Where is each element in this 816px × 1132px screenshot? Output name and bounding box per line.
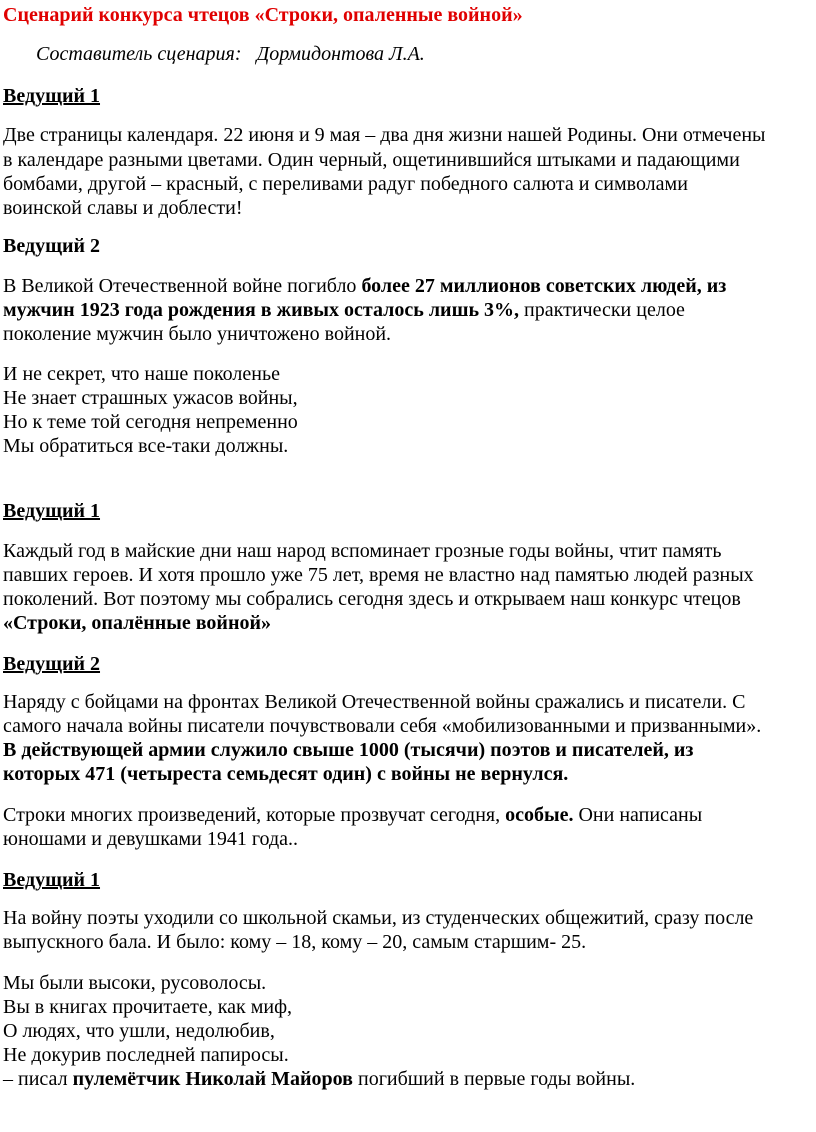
verse-line: Не знает страшных ужасов войны, [3,387,298,409]
paragraph-line: в календаре разными цветами. Один черный, ощетинившийся штыками и падающими [3,149,740,171]
bold-text-run: пулемётчик Николай Майоров [72,1068,353,1090]
verse-line: Вы в книгах прочитаете, как миф, [3,996,293,1018]
text-run: погибший в первые годы войны. [352,1068,636,1090]
paragraph-line: Каждый год в майские дни наш народ вспоминает грозные годы войны, чтит память [3,540,722,562]
paragraph-line: поколение мужчин было уничтожено войной. [3,323,392,345]
verse-line: Но к теме той сегодня непременно [3,411,298,433]
paragraph-line: бомбами, другой – красный, с переливами радуг победного салюта и символами [3,173,688,195]
paragraph-line: На войну поэты уходили со школьной скамьи, из студенческих общежитий, сразу после [3,907,754,929]
bold-text-run: более 27 миллионов советских людей, из [361,275,727,297]
section-heading: Ведущий 2 [3,235,101,257]
bold-text-run: мужчин 1923 года рождения в живых осталось лишь 3%, [3,299,520,321]
paragraph-line: самого начала войны писатели почувствовали себя «мобилизованными и призванными». [3,715,762,737]
verse-line: Мы были высоки, русоволосы. [3,972,267,994]
paragraph-line: которых 471 (четыреста семьдесят один) с войны не вернулся. [3,763,569,785]
verse-line [3,1067,635,1091]
paragraph-line: «Строки, опалённые войной» [3,612,271,634]
verse-line: Мы обратиться все-таки должны. [3,435,289,457]
bold-text-run: особые. [505,804,574,826]
author-label: Составитель сценария: [36,43,242,65]
text-run: – писал [3,1068,73,1090]
text-run: Они написаны [573,804,703,826]
paragraph-line: юношами и девушками 1941 года.. [3,828,299,850]
section-heading: Ведущий 1 [3,869,101,891]
text-run: практически целое [519,299,685,321]
author-name: Дормидонтова Л.А. [256,43,425,65]
paragraph-line: поколений. Вот поэтому мы собрались сегодня здесь и открываем наш конкурс чтецов [3,588,741,610]
section-heading: Ведущий 1 [3,85,101,107]
paragraph-line: павших героев. И хотя прошло уже 75 лет, время не властно над памятью людей разных [3,564,754,586]
paragraph-line: Две страницы календаря. 22 июня и 9 мая – два дня жизни нашей Родины. Они отмечены [3,124,766,146]
verse-line: И не секрет, что наше поколенье [3,363,280,385]
verse-line: О людях, что ушли, недолюбив, [3,1020,275,1042]
author-line [36,42,425,66]
paragraph-line [3,274,726,298]
paragraph-line [3,803,702,827]
text-run: В Великой Отечественной войне погибло [3,275,362,297]
text-run: Строки многих произведений, которые прозвучат сегодня, [3,804,506,826]
section-heading: Ведущий 1 [3,500,101,522]
document-title: Сценарий конкурса чтецов «Строки, опаленные войной» [3,4,523,26]
verse-line: Не докурив последней папиросы. [3,1044,289,1066]
paragraph-line: выпускного бала. И было: кому – 18, кому – 20, самым старшим- 25. [3,931,587,953]
paragraph-line: воинской славы и доблести! [3,197,243,219]
paragraph-line: В действующей армии служило свыше 1000 (тысячи) поэтов и писателей, из [3,739,694,761]
paragraph-line [3,298,685,322]
paragraph-line: Наряду с бойцами на фронтах Великой Отечественной войны сражались и писатели. С [3,691,746,713]
section-heading: Ведущий 2 [3,653,101,675]
